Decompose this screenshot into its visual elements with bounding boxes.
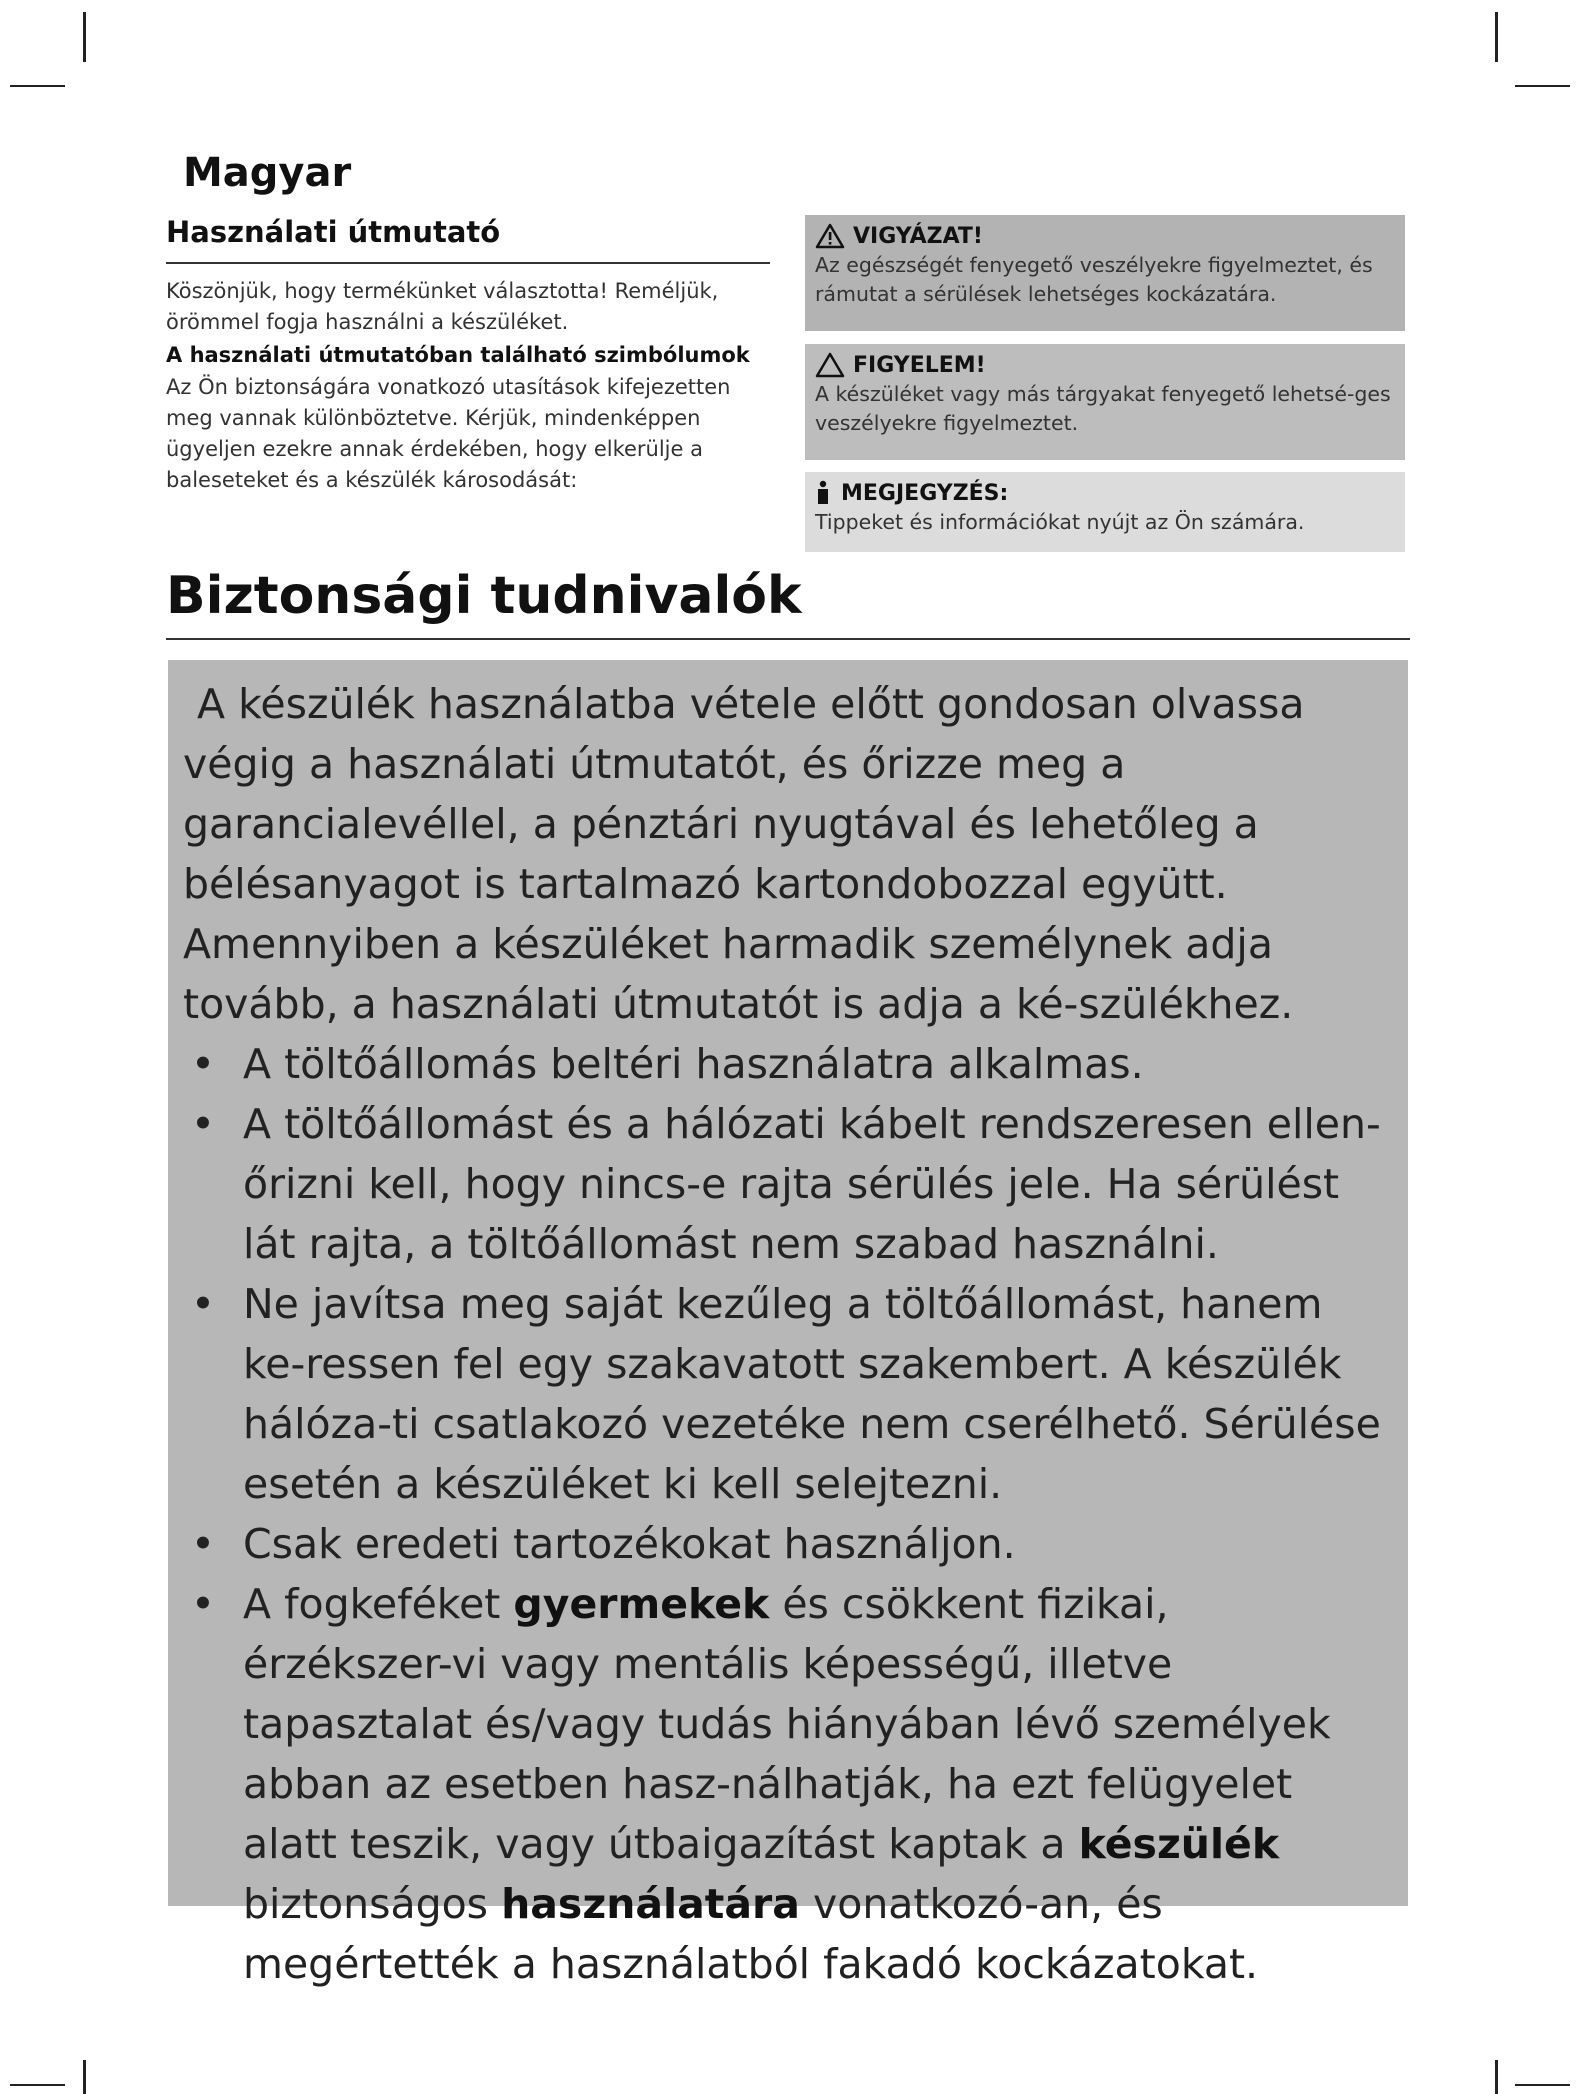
list-item-text: Csak eredeti tartozékokat használjon.: [243, 1520, 1016, 1568]
emphasis-text: használatára: [501, 1880, 800, 1928]
list-item: [183, 1034, 1390, 1094]
symbols-text: Az Ön biztonságára vonatkozó utasítások kifejezetten meg vannak különböztetve. Kérjük, mindenképpen ügyeljen ezekre annak érdekében, hogy elkerülje a baleseteket és a készülék károsodását:: [166, 375, 731, 492]
list-item-text: A töltőállomás beltéri használatra alkalmas.: [243, 1040, 1144, 1088]
crop-mark: [1495, 2060, 1498, 2094]
caution-notice: [805, 215, 1405, 331]
list-item: [183, 1274, 1390, 1514]
warning-triangle-outline-icon: [815, 352, 845, 378]
crop-mark: [1495, 12, 1498, 62]
safety-title: Biztonsági tudnivalók: [166, 566, 802, 626]
bullet-icon: •: [190, 1580, 216, 1628]
language-title: Magyar: [183, 150, 352, 196]
safety-panel: [168, 660, 1408, 1988]
caution-title: VIGYÁZAT!: [853, 223, 983, 249]
info-icon: [815, 480, 831, 506]
warning-triangle-icon: [815, 223, 845, 249]
crop-mark: [10, 2084, 65, 2086]
text-fragment: vonatkozó-an, és megértették a használatból fakadó kockázatokat.: [243, 1880, 1259, 1988]
caution-text: Az egészségét fenyegető veszélyekre figyelmeztet, és rámutat a sérülések lehetséges kockázatára.: [815, 253, 1373, 306]
crop-mark: [83, 2060, 86, 2094]
bullet-icon: •: [190, 1520, 216, 1568]
safety-intro: A készülék használatba vétele előtt gondosan olvassa végig a használati útmutatót, és őrizze meg a garancialevéllel, a pénztári nyugtával és lehetőleg a bélésanyagot is tartalmazó kartondobozzal együtt. Amennyiben a készüléket harmadik személynek adja tovább, a használati útmutatót is adja a ké-szülékhez.: [183, 680, 1305, 1028]
note-title: MEGJEGYZÉS:: [841, 480, 1009, 506]
note-notice: [805, 472, 1405, 552]
text-fragment: A fogkeféket: [243, 1580, 514, 1628]
crop-mark: [1515, 85, 1570, 87]
bullet-icon: •: [190, 1280, 216, 1328]
bullet-icon: •: [190, 1100, 216, 1148]
intro-thanks: Köszönjük, hogy termékünket választotta! Reméljük, örömmel fogja használni a készüléket.: [166, 279, 719, 334]
list-item-text: Ne javítsa meg saját kezűleg a töltőállomást, hanem ke-ressen fel egy szakavatott szakembert. A készülék hálóza-ti csatlakozó vezetéke nem cserélhető. Sérülése esetén a készüléket ki kell selejtezni.: [243, 1280, 1381, 1508]
list-item: [183, 1094, 1390, 1274]
attention-text: A készüléket vagy más tárgyakat fenyegető lehetsé-ges veszélyekre figyelmeztet.: [815, 382, 1391, 435]
emphasis-text: gyermekek: [513, 1580, 770, 1628]
list-item: [183, 1514, 1390, 1574]
safety-rule: [166, 638, 1410, 640]
crop-mark: [83, 12, 86, 62]
crop-mark: [10, 85, 65, 87]
text-fragment: és csökkent fizikai, érzékszer-vi vagy mentális képességű, illetve tapasztalat és/vagy tudás hiányában lévő személyek abban az esetben hasz-nálhatják, ha ezt felügyelet alatt teszik, vagy útbaigazítást kaptak a: [243, 1580, 1331, 1868]
list-item-text: A töltőállomást és a hálózati kábelt rendszeresen ellen-őrizni kell, hogy nincs-e rajta sérülés jele. Ha sérülést lát rajta, a töltőállomást nem szabad használni.: [243, 1100, 1381, 1268]
list-item: [183, 1574, 1390, 1994]
intro-section: [166, 276, 776, 496]
text-fragment: biztonságos: [243, 1880, 502, 1928]
safety-list: [183, 1034, 1390, 1994]
manual-subtitle: Használati útmutató: [166, 215, 501, 249]
attention-notice: [805, 344, 1405, 460]
attention-title: FIGYELEM!: [853, 352, 986, 378]
crop-mark: [1515, 2084, 1570, 2086]
subtitle-rule: [166, 262, 770, 264]
note-text: Tippeket és információkat nyújt az Ön számára.: [815, 510, 1305, 534]
symbols-heading: A használati útmutatóban található szimbólumok: [166, 343, 750, 367]
emphasis-text: készülék: [1078, 1820, 1280, 1868]
bullet-icon: •: [190, 1040, 216, 1088]
list-item-text: [243, 1574, 1390, 1994]
